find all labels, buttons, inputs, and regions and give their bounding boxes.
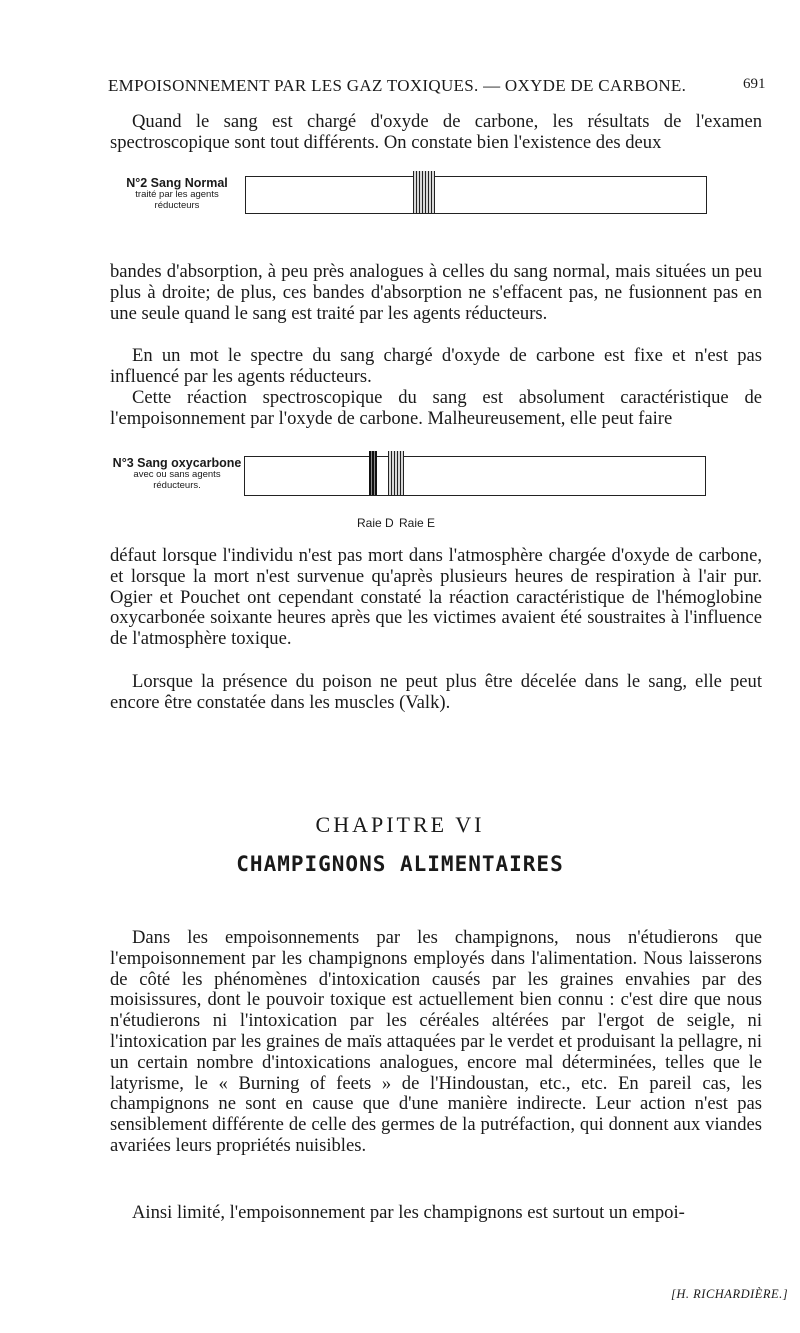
paragraph-3: En un mot le spectre du sang chargé d'oxyde de carbone est fixe et n'est pas influencé par les agents réducteurs.	[110, 345, 762, 387]
author-signature: [H. RICHARDIÈRE.]	[671, 1287, 789, 1301]
raie-e-label: Raie E	[399, 516, 436, 530]
running-head: EMPOISONNEMENT PAR LES GAZ TOXIQUES. — OXYDE DE CARBONE.	[108, 76, 687, 95]
paragraph-1: Quand le sang est chargé d'oxyde de carbone, les résultats de l'examen spectroscopique sont tout différents. On constate bien l'existence des deux	[110, 111, 762, 153]
paragraph-5: défaut lorsque l'individu n'est pas mort dans l'atmosphère chargée d'oxyde de carbone, et lorsque la mort n'est survenue qu'après plusieurs heures de respiration à l'air pur. Ogier et Pouchet ont cependant constaté la réaction caractéristique de l'hémoglobine oxycarbonée soixante heures après que les victimes avaient été soustraites à l'influence de l'atmosphère toxique.	[110, 545, 762, 650]
paragraph-6: Lorsque la présence du poison ne peut plus être décelée dans le sang, elle peut encore être constatée dans les muscles (Valk).	[110, 671, 762, 713]
chapter-paragraph-2: Ainsi limité, l'empoisonnement par les champignons est surtout un empoi-	[132, 1202, 685, 1223]
chapter-title: CHAMPIGNONS ALIMENTAIRES	[236, 852, 564, 876]
spectrum-label-oxycarbon: N°3 Sang oxycarbone avec ou sans agents réducteurs.	[112, 456, 242, 491]
chapter-number: CHAPITRE VI	[315, 812, 485, 837]
spectrum-box-oxycarbon	[244, 456, 706, 496]
chapter-paragraph-1: Dans les empoisonnements par les champignons, nous n'étudierons que l'empoisonnement par les champignons employés dans l'alimentation. Nous laisserons de côté les phénomènes d'intoxication causés par les graines envahies par des moisissures, dont le pouvoir toxique est actuellement bien connu : c'est dire que nous n'étudierons ni l'intoxication par les céréales altérées par l'ergot de seigle, ni l'intoxication par les graines de maïs attaquées par le verdet et produisant la pellagre, ni un certain nombre d'intoxications analogues, encore mal déterminées, telles que le latyrisme, le « Burning of feets » de l'Hindoustan, etc., etc. En pareil cas, les champignons ne sont en cause que d'une manière indirecte. Leur action n'est pas sensiblement différente de celle des germes de la putréfaction, qui donnent aux viandes avariées leurs propriétés nuisibles.	[110, 927, 762, 1156]
raie-d-label: Raie D	[357, 516, 394, 530]
spectrum-figure-normal	[112, 170, 712, 250]
absorption-band-d	[369, 451, 377, 495]
page-number: 691	[743, 76, 766, 92]
spectrum-box-normal	[245, 176, 707, 214]
spectrum-figure-oxycarbon	[112, 450, 712, 530]
spectrum-label-normal: N°2 Sang Normal traité par les agents réducteurs	[126, 176, 228, 211]
paragraph-4: Cette réaction spectroscopique du sang est absolument caractéristique de l'empoisonnement par l'oxyde de carbone. Malheureusement, elle peut faire	[110, 387, 762, 429]
absorption-band-e	[388, 451, 404, 495]
paragraph-2: bandes d'absorption, à peu près analogues à celles du sang normal, mais situées un peu plus à droite; de plus, ces bandes d'absorption ne s'effacent pas, ne fusionnent pas en une seule quand le sang est traité par les agents réducteurs.	[110, 261, 762, 324]
absorption-band-wide	[413, 171, 435, 213]
